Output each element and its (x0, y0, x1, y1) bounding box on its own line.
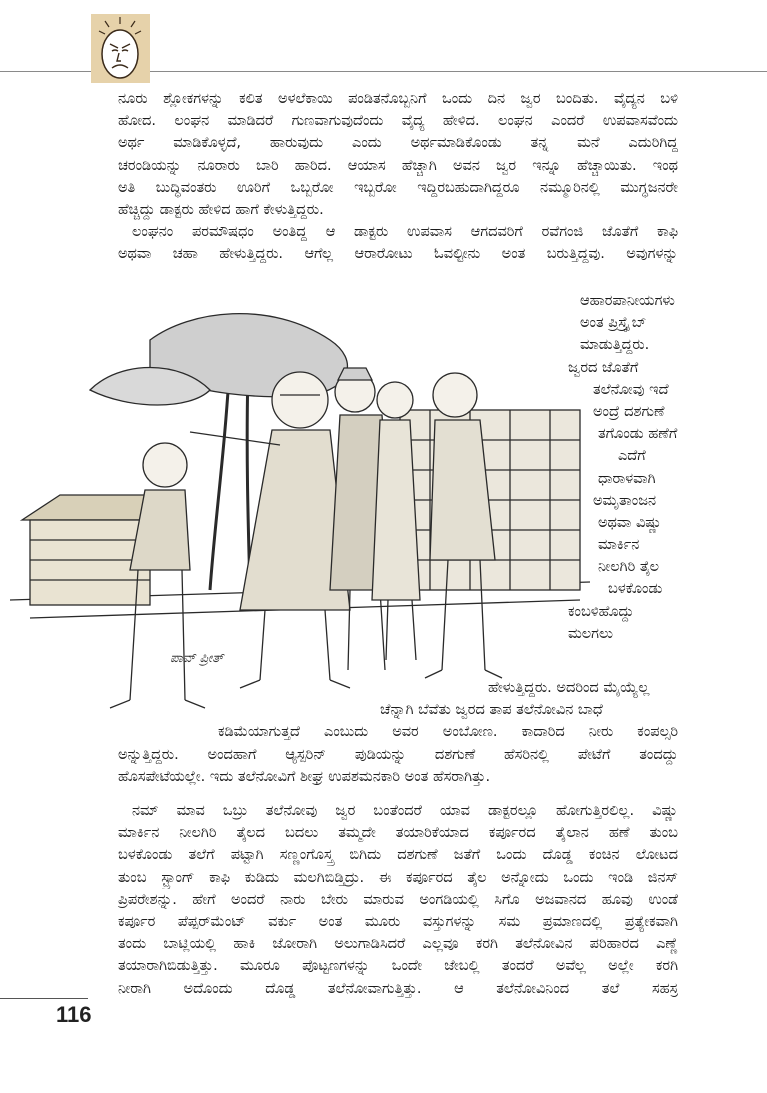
text-line: ಪ್ರಿಪರೇಶನ್ನು. ಹೇಗೆ ಅಂದರೆ ನಾರು ಬೇರು ಮಾರುವ ಅಂಗಡಿಯಲ್ಲಿ ಸಿಗೊ ಅಜವಾನದ ಹೂವು ಉಂಡೆ (118, 891, 678, 908)
wrap-line: ಅಥವಾ ವಿಷ್ಣು (598, 514, 662, 531)
text-line: ಅತಿ ಬುದ್ಧಿವಂತರು ಊರಿಗೆ ಒಬ್ಬರೋ ಇಬ್ಬರೋ ಇದ್ದಿರಬಹುದಾಗಿದ್ದರೂ ನಮ್ಮೂರಿನಲ್ಲಿ ಮುಗ್ಧಜನರೇ (118, 179, 678, 196)
wrap-line: ಆಹಾರಪಾನೀಯಗಳು (580, 293, 675, 309)
wrap-line: ತಲೆನೋವು ಇದೆ (593, 381, 669, 398)
wrap-line: ಕಂಬಳಿಹೊದ್ದು (568, 603, 634, 620)
text-line: ಹೋದ. ಲಂಘನ ಮಾಡಿದರೆ ಗುಣವಾಗುವುದೆಂದು ವೈದ್ಯ ಹೇಳಿದ. ಲಂಘನ ಎಂದರೆ ಉಪವಾಸವೆಂದು (118, 113, 678, 130)
text-line: ಚರಂಡಿಯನ್ನು ನೂರಾರು ಬಾರಿ ಹಾರಿದ. ಆಯಾಸ ಹೆಚ್ಚಾಗಿ ಅವನ ಜ್ವರ ಇನ್ನೂ ಹೆಚ್ಚಾಯಿತು. ಇಂಥ (118, 157, 678, 174)
wrap-line: ಎದೆಗೆ (618, 448, 646, 465)
text-line: ಕರ್ಪೂರ ಪೆಪ್ಪರ್‌ಮೆಂಟ್ ವರ್ಕು ಅಂತ ಮೂರು ವಸ್ತುಗಳನ್ನು ಸಮ ಪ್ರಮಾಣದಲ್ಲಿ ಪ್ರತ್ಯೇಕವಾಗಿ (118, 913, 678, 930)
wrap-line: ಧಾರಾಳವಾಗಿ (598, 470, 656, 487)
paragraph-continued (118, 677, 678, 744)
wrap-line: ಮಾಡುತ್ತಿದ್ದರು. (580, 337, 650, 354)
text-line: ಅಥವಾ ಚಹಾ ಹೇಳುತ್ತಿದ್ದರು. ಆಗೆಲ್ಲ ಆರಾರೋಟು ಓವಲ್ಟೀನು ಅಂತ ಬರುತ್ತಿದ್ದವು. ಅವುಗಳನ್ನು (118, 246, 678, 263)
paragraph-2 (118, 221, 678, 265)
wrap-line: ಅಮೃತಾಂಜನ (593, 492, 657, 509)
illustration-signature: ಪಾವ್ ಪ್ರೀತ್ (170, 651, 224, 666)
paragraph-1 (118, 88, 678, 221)
paragraph-4 (118, 800, 678, 1000)
footer-rule (0, 998, 88, 999)
text-line: ಬಳಕೊಂಡು ತಲೆಗೆ ಪಟ್ಟಾಗಿ ಸಣ್ಣಂಗೊಸ್ತ್ರ ಬಿಗಿದು ದಶಗುಣೆ ಜತೆಗೆ ಒಂದು ದೊಡ್ಡ ಕಂಚಿನ ಲೋಟದ (118, 847, 678, 864)
wrap-line: ಅಂತ ಪ್ರಿಸ್ಕ್ರೈಬ್ (580, 315, 647, 332)
text-line: ಹೊಸಪೇಟೆಯಲ್ಲೇ. ಇದು ತಲೆನೋವಿಗೆ ಶೀಘ್ರ ಉಪಶಮನಕಾರಿ ಅಂತ ಹೆಸರಾಗಿತ್ತು. (118, 769, 491, 786)
wrap-line: ಬಳಕೊಂಡು (608, 581, 663, 598)
text-line: ಮಾರ್ಕಿನ ನೀಲಗಿರಿ ತೈಲದ ಬದಲು ತಮ್ಮದೇ ತಯಾರಿಕೆಯಾದ ಕರ್ಪೂರದ ತೈಲಾನ ಹಣೆ ತುಂಬ (118, 825, 678, 842)
text-line: ನೀರಾಗಿ ಅದೊಂದು ದೊಡ್ಡ ತಲೆನೋವಾಗುತ್ತಿತ್ತು. ಆ ತಲೆನೋವಿನಿಂದ ತಲೆ ಸಹಸ್ರ (118, 980, 678, 997)
paragraph-3 (118, 744, 678, 788)
text-line: ನೂರು ಶ್ಲೋಕಗಳನ್ನು ಕಲಿತ ಅಳಲೆಕಾಯಿ ಪಂಡಿತನೊಬ್ಬನಿಗೆ ಒಂದು ದಿನ ಜ್ವರ ಬಂದಿತು. ವೈದ್ಯನ ಬಳಿ (118, 91, 678, 107)
text-line: ಕಡಿಮೆಯಾಗುತ್ತದೆ ಎಂಬುದು ಅವರ ಅಂಬೋಣ. ಕಾದಾರಿದ ನೀರು ಕಂಪಲ್ಸರಿ (218, 724, 678, 741)
cartoon-illustration (10, 300, 590, 720)
wrap-line: ಮಾರ್ಕಿನ (598, 537, 640, 554)
text-line: ಅನ್ನುತ್ತಿದ್ದರು. ಅಂದಹಾಗೆ ಆ್ಯಸ್ಪರಿನ್ ಪುಡಿಯನ್ನು ದಶಗುಣೆ ಹೆಸರಿನಲ್ಲಿ ಪೇಟೆಗೆ ತಂದದ್ದು (118, 747, 678, 763)
wrap-line: ಮಲಗಲು (568, 625, 614, 642)
text-line: ಹೇಳುತ್ತಿದ್ದರು. ಅದರಿಂದ ಮೈಯ್ಯೆಲ್ಲ (488, 680, 650, 696)
wrap-line: ತಗೊಂಡು ಹಣೆಗೆ (598, 426, 678, 443)
text-line: ಲಂಘನಂ ಪರಮೌಷಧಂ ಅಂತಿದ್ದ ಆ ಡಾಕ್ಟರು ಉಪವಾಸ ಆಗದವರಿಗೆ ರವೆಗಂಜಿ ಜೊತೆಗೆ ಕಾಫಿ (132, 224, 678, 240)
text-line: ತಯಾರಾಗಿಬಿಡುತ್ತಿತ್ತು. ಮೂರೂ ಪೊಟ್ಟಣಗಳನ್ನು ಒಂದೇ ಜೇಬಲ್ಲಿ ತಂದರೆ ಅವೆಲ್ಲ ಅಲ್ಲೇ ಕರಗಿ (118, 958, 678, 975)
text-line: ಹೆಚ್ಚಿದ್ದು ಡಾಕ್ಟರು ಹೇಳಿದ ಹಾಗೆ ಕೇಳುತ್ತಿದ್ದರು. (118, 201, 324, 218)
text-line: ಅರ್ಥ ಮಾಡಿಕೊಳ್ಳದೆ, ಹಾರುವುದು ಎಂದು ಅರ್ಥಮಾಡಿಕೊಂಡು ತನ್ನ ಮನೆ ಎದುರಿಗಿದ್ದ (118, 135, 678, 152)
text-line: ತುಂಬ ಸ್ಟ್ರಾಂಗ್ ಕಾಫಿ ಕುಡಿದು ಮಲಗಿಬಿಡ್ತಿದ್ರು. ಈ ಕರ್ಪೂರದ ತೈಲ ಅನ್ನೋದು ಒಂದು ಇಂಡಿ ಜಿನಸ್ (118, 869, 678, 886)
text-line: ತಂದು ಬಾಟ್ಲಿಯಲ್ಲಿ ಹಾಕಿ ಜೋರಾಗಿ ಅಲುಗಾಡಿಸಿದರೆ ಎಲ್ಲವೂ ಕರಗಿ ತಲೆನೋವಿನ ಪರಿಹಾರದ ಎಣ್ಣೆ (118, 936, 678, 953)
wrap-line: ಜ್ವರದ ಜೊತೆಗೆ (568, 359, 639, 376)
text-line: ಚೆನ್ನಾಗಿ ಬೆವೆತು ಜ್ವರದ ತಾಪ ತಲೆನೋವಿನ ಬಾಧೆ (380, 702, 603, 719)
wrap-line: ನೀಲಗಿರಿ ತೈಲ (598, 559, 659, 576)
text-line: ನಮ್ ಮಾವ ಒಬ್ರು ತಲೆನೋವು ಜ್ವರ ಬಂತೆಂದರೆ ಯಾವ ಡಾಕ್ಟರಲ್ಲೂ ಹೋಗುತ್ತಿರಲಿಲ್ಲ. ವಿಷ್ಣು (132, 803, 678, 819)
page-number: 116 (56, 1002, 92, 1027)
header-face-icon (91, 14, 150, 83)
wrap-line: ಅಂದ್ರೆ ದಶಗುಣೆ (593, 403, 665, 420)
